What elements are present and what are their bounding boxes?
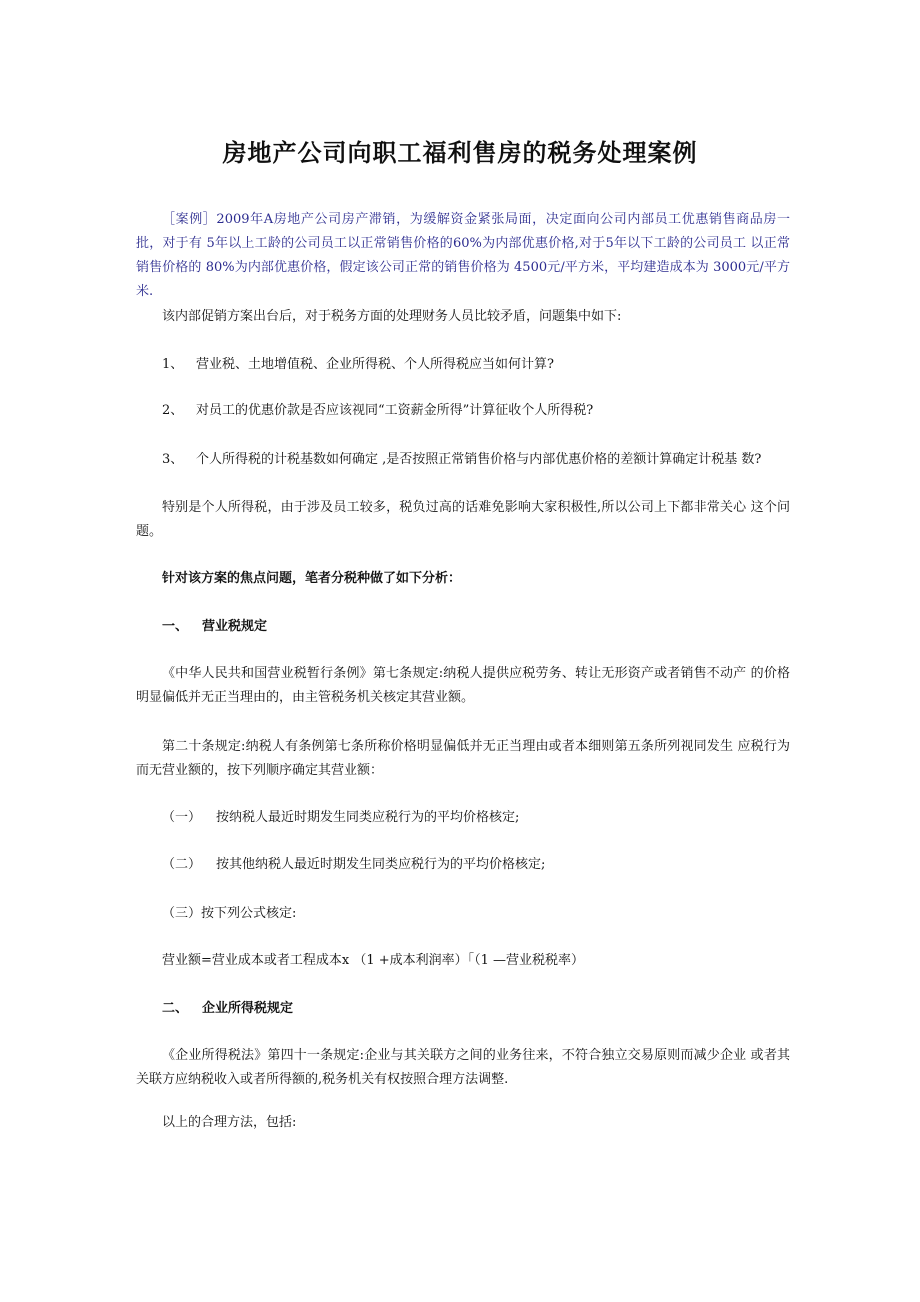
question-number: 1、 xyxy=(162,357,184,372)
rule-text: 按下列公式核定: xyxy=(201,906,297,921)
rule-number: （一） xyxy=(162,810,202,825)
section-heading xyxy=(162,997,792,1021)
question-text: 对员工的优惠价款是否应该视同“工资薪金所得”计算征收个人所得税? xyxy=(196,403,594,418)
section1-paragraph: 《中华人民共和国营业税暂行条例》第七条规定:纳税人提供应税劳务、转让无形资产或者销售不动产 的价格明显偏低并无正当理由的，由主管税务机关核定其营业额。 xyxy=(136,666,790,705)
section-title: 营业税规定 xyxy=(202,619,268,634)
question-number: 2、 xyxy=(162,403,184,418)
question-item xyxy=(162,399,792,423)
section2-paragraph: 《企业所得税法》第四十一条规定:企业与其关联方之间的业务往来，不符合独立交易原则而减少企业 或者其关联方应纳税收入或者所得额的,税务机关有权按照合理方法调整. xyxy=(136,1048,790,1087)
intro-paragraph: 该内部促销方案出台后，对于税务方面的处理财务人员比较矛盾，问题集中如下: xyxy=(162,309,622,324)
concern-paragraph: 特别是个人所得税，由于涉及员工较多，税负过高的话难免影响大家积极性,所以公司上下都非常关心 这个问题。 xyxy=(136,500,790,539)
section-title: 企业所得税规定 xyxy=(202,1001,294,1016)
section-number: 一、 xyxy=(162,619,189,634)
case-text: 2009年A房地产公司房产滞销，为缓解资金紧张局面，决定面向公司内部员工优惠销售商品房一 批，对于有 5年以上工龄的公司员工以正常销售价格的60%为内部优惠价格,对于5年以下工龄的公司员工 以正常销售价格的 80%为内部优惠价格，假定该公司正常的销售价格为 4500元/平方米，平均建造成本为 3000元/平方米. xyxy=(136,212,804,299)
rule-item xyxy=(162,853,792,877)
case-tag: ［案例］ xyxy=(162,212,217,227)
rule-item xyxy=(162,902,792,926)
rule-number: （二） xyxy=(162,857,202,872)
page-title: 房地产公司向职工福利售房的税务处理案例 xyxy=(222,139,698,167)
question-item xyxy=(162,353,792,377)
section1-paragraph: 第二十条规定:纳税人有条例第七条所称价格明显偏低并无正当理由或者本细则第五条所列视同发生 应税行为而无营业额的，按下列顺序确定其营业额： xyxy=(136,739,790,778)
rule-text: 按纳税人最近时期发生同类应税行为的平均价格核定; xyxy=(216,810,520,825)
analysis-heading: 针对该方案的焦点问题，笔者分税种做了如下分析： xyxy=(162,571,462,586)
question-text: 个人所得税的计税基数如何确定 ,是否按照正常销售价格与内部优惠价格的差额计算确定计税基 数? xyxy=(196,452,762,467)
section2-paragraph: 以上的合理方法，包括: xyxy=(162,1115,297,1130)
rule-item xyxy=(162,806,792,830)
case-paragraph xyxy=(136,208,804,304)
rule-text: 按其他纳税人最近时期发生同类应税行为的平均价格核定; xyxy=(216,857,546,872)
question-text: 营业税、土地增值税、企业所得税、个人所得税应当如何计算? xyxy=(196,357,554,372)
section-number: 二、 xyxy=(162,1001,189,1016)
section-heading xyxy=(162,615,792,639)
formula: 营业额=营业成本或者工程成本x （1 +成本利润率）「（1 —营业税税率） xyxy=(162,953,585,968)
question-number: 3、 xyxy=(162,452,184,467)
rule-number: （三） xyxy=(162,906,202,921)
question-item xyxy=(162,448,792,472)
